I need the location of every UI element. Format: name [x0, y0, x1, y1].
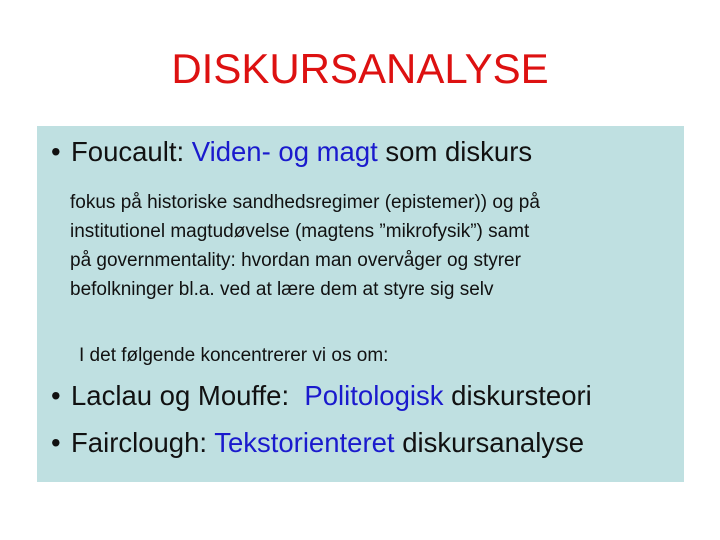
- paragraph-line: fokus på historiske sandhedsregimer (epistemer)) og på: [70, 192, 540, 213]
- bullet-emphasis: Viden- og magt: [191, 136, 378, 167]
- bullet-lead: Foucault:: [71, 136, 192, 167]
- bullet-foucault: [51, 136, 532, 168]
- bullet-emphasis: Politologisk: [304, 380, 444, 411]
- content-panel: [37, 126, 684, 482]
- bullet-rest: som diskurs: [377, 136, 533, 167]
- bullet-icon: •: [51, 136, 61, 167]
- bullet-emphasis: Tekstorienteret: [214, 427, 395, 458]
- foucault-description: [70, 188, 680, 304]
- paragraph-line: institutionel magtudøvelse (magtens ”mikrofysik”) samt: [70, 221, 530, 242]
- bullet-laclau-mouffe: [51, 380, 592, 412]
- bullet-icon: •: [51, 380, 61, 411]
- slide-title: DISKURSANALYSE: [171, 45, 549, 92]
- paragraph-line: på governmentality: hvordan man overvåger og styrer: [70, 250, 521, 271]
- bullet-lead: Fairclough:: [71, 427, 215, 458]
- bullet-rest: diskursteori: [443, 380, 592, 411]
- bullet-rest: diskursanalyse: [394, 427, 585, 458]
- intro-text: I det følgende koncentrerer vi os om:: [79, 345, 389, 366]
- paragraph-line: befolkninger bl.a. ved at lære dem at styre sig selv: [70, 279, 494, 300]
- bullet-lead: Laclau og Mouffe:: [71, 380, 305, 411]
- bullet-icon: •: [51, 427, 61, 458]
- bullet-fairclough: [51, 427, 584, 459]
